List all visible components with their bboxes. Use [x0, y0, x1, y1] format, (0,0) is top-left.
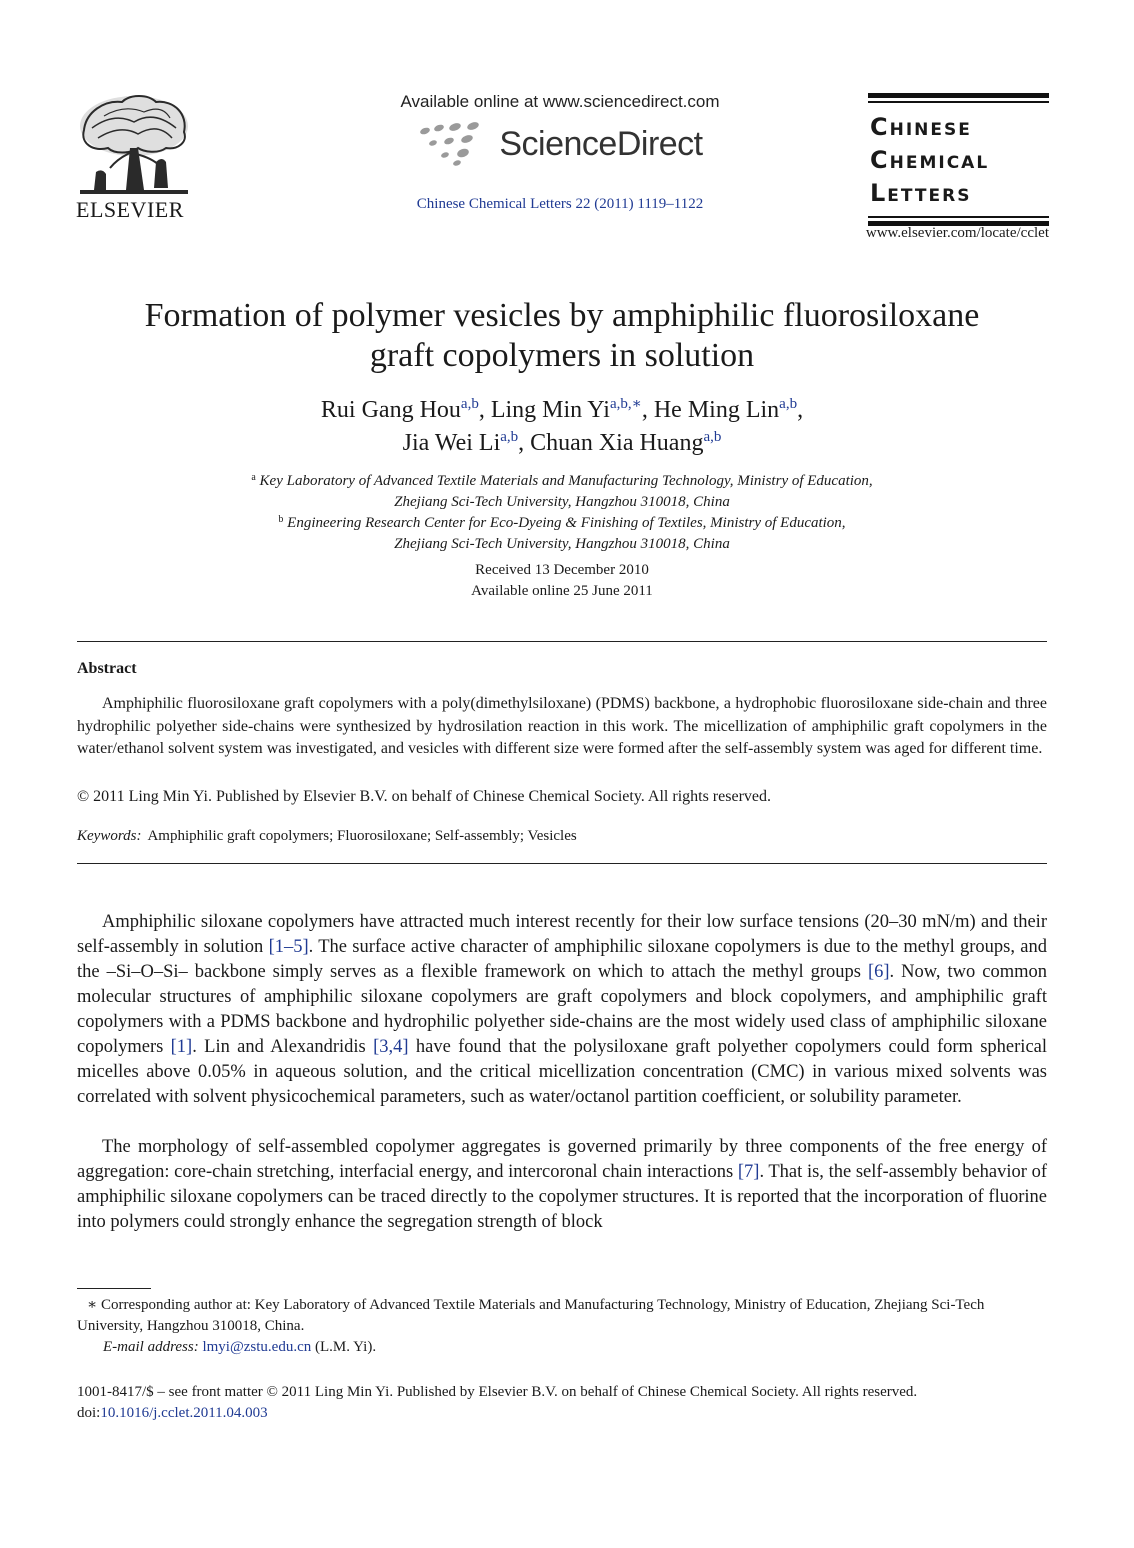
keywords-label: Keywords: — [77, 828, 142, 844]
journal-url[interactable]: www.elsevier.com/locate/cclet — [865, 225, 1049, 241]
author-affiliation-marker[interactable]: a,b — [500, 429, 519, 445]
author-affiliation-marker[interactable]: a,b — [460, 396, 479, 412]
affiliation-label: a — [251, 472, 256, 483]
affiliation-line — [60, 471, 1064, 492]
journal-title-line: Chemical — [870, 146, 990, 174]
author-separator: , — [518, 430, 531, 456]
article-title-line: graft copolymers in solution — [369, 337, 755, 374]
journal-logo-rule-top — [868, 93, 1049, 98]
header-center — [340, 92, 780, 213]
author-name: He Ming Lin — [653, 397, 780, 423]
doi-prefix: doi: — [77, 1405, 101, 1421]
email-label: E-mail address: — [103, 1339, 199, 1355]
author-affiliation-marker[interactable]: a,b — [703, 429, 722, 445]
author-list — [60, 394, 1064, 460]
article-dates — [60, 560, 1064, 602]
doi-line — [77, 1403, 1047, 1424]
body-text: . That is, the self-assembly behavior of amphiphilic siloxane copolymers can be traced directly to the copolymer structures. It is reported that the incorporation of fluorine into polymers could strongly enhance the segregation strength of block — [77, 1162, 1047, 1232]
citation-link[interactable]: [6] — [867, 962, 890, 982]
abstract-copyright: © 2011 Ling Min Yi. Published by Elsevier B.V. on behalf of Chinese Chemical Society. All rights reserved. — [77, 788, 771, 805]
divider — [77, 863, 1047, 864]
abstract-heading: Abstract — [77, 660, 137, 677]
article-title-line: Formation of polymer vesicles by amphiphilic fluorosiloxane — [144, 297, 980, 334]
keywords-list: Amphiphilic graft copolymers; Fluorosiloxane; Self-assembly; Vesicles — [147, 828, 577, 844]
publisher-name: ELSEVIER — [76, 197, 184, 222]
body-text: The morphology of self-assembled copolymer aggregates is governed primarily by three components of the free energy of aggregation: core-chain stretching, interfacial energy, and intercoronal chain interactions — [77, 1137, 1047, 1182]
author-affiliation-marker[interactable]: a,b,∗ — [609, 396, 642, 412]
footnote-email-line — [77, 1337, 1047, 1358]
body-text: . Lin and Alexandridis — [192, 1037, 374, 1057]
front-matter — [77, 1382, 1047, 1424]
author-affiliation-marker[interactable]: a,b — [779, 396, 798, 412]
article-title — [60, 296, 1064, 376]
affiliation-line — [60, 513, 1064, 534]
author-separator: , — [641, 397, 654, 423]
journal-title-line: Chinese — [870, 113, 972, 141]
body-paragraph — [77, 910, 1047, 1110]
tree-icon — [74, 92, 194, 200]
author-name: Chuan Xia Huang — [530, 430, 704, 456]
footnote-marker: ∗ — [87, 1297, 98, 1313]
keywords — [77, 826, 1047, 846]
footnote — [77, 1295, 1047, 1358]
body-paragraph — [77, 1135, 1047, 1235]
body-text: . The surface active character of amphiphilic siloxane copolymers is due to the methyl groups, and the –Si–O–Si– backbone simply serves as a flexible framework on which to attach the methyl groups — [77, 937, 1047, 982]
sciencedirect-wordmark: ScienceDirect — [499, 124, 703, 163]
divider — [77, 641, 1047, 642]
journal-logo-rule-bottom-thin — [868, 216, 1049, 218]
author-separator: , — [797, 397, 804, 423]
received-date: Received 13 December 2010 — [475, 562, 649, 578]
affiliation-text: Engineering Research Center for Eco-Dyeing & Finishing of Textiles, Ministry of Education, — [287, 515, 846, 531]
body-text: have found that the polysiloxane graft polyether copolymers could form spherical micelles above 0.05% in aqueous solution, and the critical micellization concentration (CMC) in various mixed solvents was correlated with solvent physicochemical parameters, such as water/octanol partition coefficient, or solubility parameter. — [77, 1037, 1048, 1107]
abstract-text: Amphiphilic fluorosiloxane graft copolymers with a poly(dimethylsiloxane) (PDMS) backbone, a hydrophobic fluorosiloxane side-chain and three hydrophilic polyether side-chains were synthesized by hydrosilation reaction in this work. The micellization of amphiphilic graft copolymers in the water/ethanol solvent system was investigated, and vesicles with different size were formed after the self-assembly system was aged for different time. — [77, 695, 1047, 758]
body-text: . Now, two common molecular structures of amphiphilic siloxane copolymers are graft copolymers and block copolymers, and amphiphilic graft copolymers with a PDMS backbone and hydrophilic polyether side-chains are the most widely used class of amphiphilic siloxane copolymers — [77, 962, 1047, 1057]
journal-title-line: Letters — [870, 179, 972, 207]
footnote-body: Corresponding author at: Key Laboratory of Advanced Textile Materials and Manufacturing Technology, Ministry of Education, Zhejiang Sci-Tech University, Hangzhou 310018, China. — [77, 1297, 985, 1334]
affiliation-text: Key Laboratory of Advanced Textile Materials and Manufacturing Technology, Ministry of Education, — [259, 473, 873, 489]
front-matter-copyright: 1001-8417/$ – see front matter © 2011 Ling Min Yi. Published by Elsevier B.V. on behalf of Chinese Chemical Society. All rights reserved. — [77, 1384, 918, 1400]
affiliation-label: b — [278, 514, 284, 525]
online-date: Available online 25 June 2011 — [471, 583, 653, 599]
citation-link[interactable]: [7] — [737, 1162, 760, 1182]
email-link[interactable]: lmyi@zstu.edu.cn — [202, 1339, 312, 1355]
sciencedirect-logo — [340, 120, 780, 168]
footnote-text — [77, 1295, 1047, 1337]
affiliation-line: Zhejiang Sci-Tech University, Hangzhou 310018, China — [394, 494, 730, 510]
available-online-text: Available online at www.sciencedirect.com — [400, 92, 720, 111]
email-suffix: (L.M. Yi). — [311, 1339, 377, 1355]
author-separator: , — [478, 397, 491, 423]
body-text: Amphiphilic siloxane copolymers have attracted much interest recently for their low surface tensions (20–30 mN/m) and their self-assembly in solution — [77, 912, 1047, 957]
affiliation-line: Zhejiang Sci-Tech University, Hangzhou 310018, China — [394, 536, 730, 552]
journal-reference[interactable]: Chinese Chemical Letters 22 (2011) 1119–1122 — [416, 196, 704, 212]
author-line — [60, 394, 1064, 427]
author-line — [60, 427, 1064, 460]
citation-link[interactable]: [3,4] — [373, 1037, 409, 1057]
author-name: Jia Wei Li — [402, 430, 501, 456]
author-name: Ling Min Yi — [490, 397, 610, 423]
citation-link[interactable]: [1] — [170, 1037, 193, 1057]
journal-logo — [868, 93, 1049, 226]
sciencedirect-dots-icon — [417, 121, 489, 167]
footnote-divider — [77, 1288, 151, 1289]
affiliation-list — [60, 471, 1064, 555]
citation-link[interactable]: [1–5] — [268, 937, 309, 957]
doi-link[interactable]: 10.1016/j.cclet.2011.04.003 — [100, 1405, 268, 1421]
author-name: Rui Gang Hou — [320, 397, 461, 423]
